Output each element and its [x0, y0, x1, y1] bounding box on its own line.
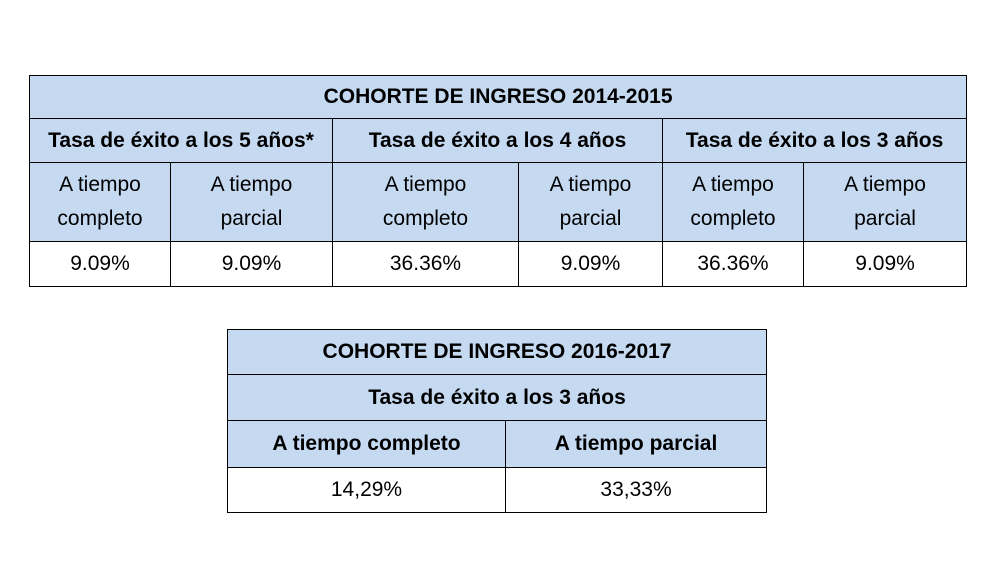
value-cell: 33,33%	[506, 468, 767, 513]
mode-header-part-time	[171, 163, 333, 242]
mode-line1: A tiempo	[549, 173, 632, 196]
value-cell: 9.09%	[519, 242, 663, 287]
mode-header-full-time	[30, 163, 171, 242]
mode-line1: A tiempo	[384, 173, 467, 196]
value-cell: 36.36%	[333, 242, 519, 287]
mode-line2: completo	[690, 207, 776, 230]
mode-line2: parcial	[854, 207, 916, 230]
mode-header-part-time	[519, 163, 663, 242]
value-cell: 9.09%	[30, 242, 171, 287]
rate-header-4-years: Tasa de éxito a los 4 años	[333, 119, 663, 163]
mode-header-part-time: A tiempo parcial	[506, 421, 767, 468]
cohort-table-2014-2015	[29, 75, 967, 287]
value-cell: 14,29%	[228, 468, 506, 513]
mode-line1: A tiempo	[844, 173, 926, 196]
value-cell: 9.09%	[804, 242, 967, 287]
table-title: COHORTE DE INGRESO 2014-2015	[30, 76, 967, 119]
mode-header-full-time	[333, 163, 519, 242]
rate-header-5-years: Tasa de éxito a los 5 años*	[30, 119, 333, 163]
mode-header-part-time	[804, 163, 967, 242]
mode-line1: A tiempo	[692, 173, 774, 196]
mode-line1: A tiempo	[59, 173, 141, 196]
rate-header-3-years: Tasa de éxito a los 3 años	[228, 375, 767, 421]
cohort-table-2016-2017	[227, 329, 767, 513]
mode-header-full-time: A tiempo completo	[228, 421, 506, 468]
table-title: COHORTE DE INGRESO 2016-2017	[228, 330, 767, 375]
mode-line2: parcial	[220, 207, 283, 230]
mode-header-full-time	[663, 163, 804, 242]
mode-line1: A tiempo	[210, 173, 293, 196]
rate-header-3-years: Tasa de éxito a los 3 años	[663, 119, 967, 163]
value-cell: 9.09%	[171, 242, 333, 287]
mode-line2: completo	[382, 207, 469, 230]
mode-line2: completo	[57, 207, 143, 230]
mode-line2: parcial	[559, 207, 622, 230]
value-cell: 36.36%	[663, 242, 804, 287]
